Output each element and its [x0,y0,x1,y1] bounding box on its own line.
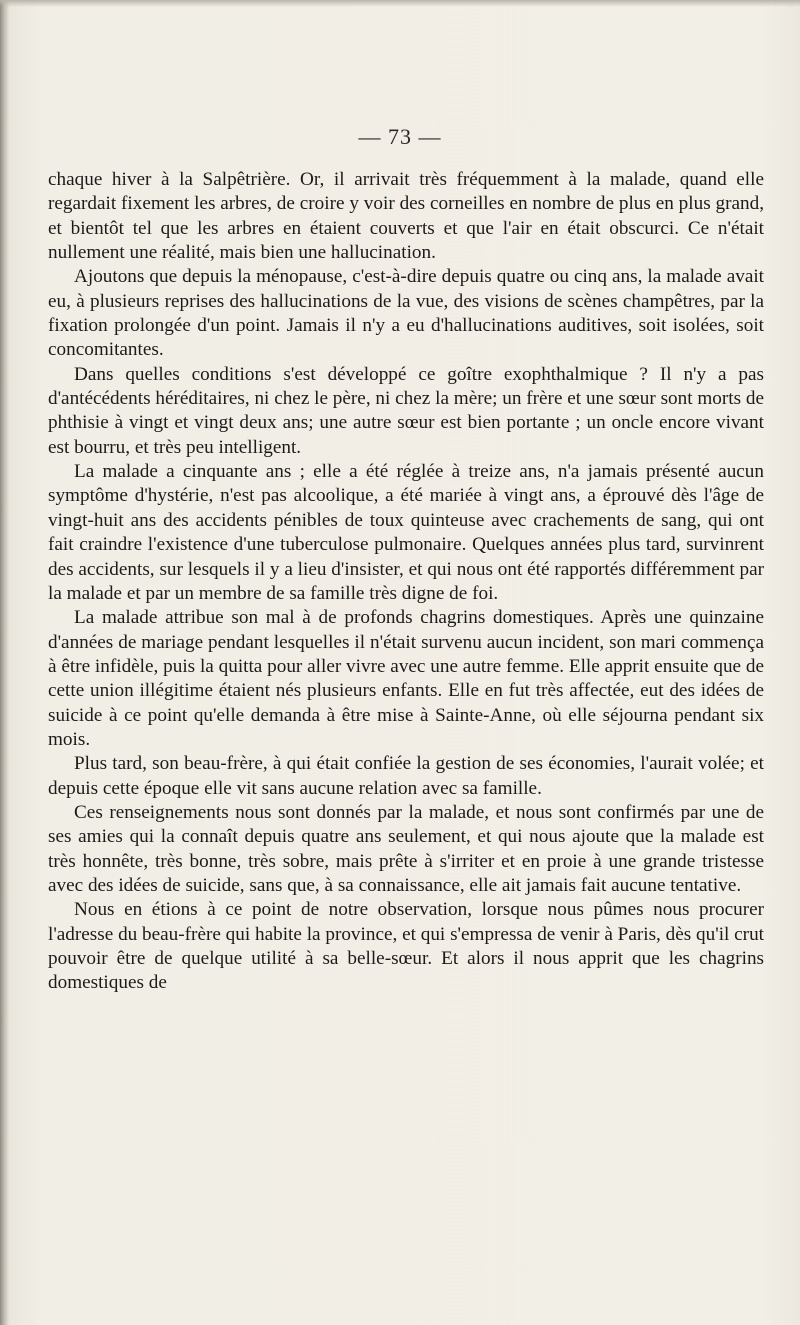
paragraph-6: Plus tard, son beau-frère, à qui était confiée la gestion de ses économies, l'aurait volée; et depuis cette époque elle vit sans aucune relation avec sa famille. [48,753,764,799]
paragraph-7: Ces renseignements nous sont donnés par la malade, et nous sont confirmés par une de ses amies qui la connaît depuis quatre ans seulement, et qui nous ajoute que la malade est très honnête, très bonne, très sobre, mais prête à s'irriter et en proie à une grande tristesse avec des idées de suicide, sans que, à sa connaissance, elle ait jamais fait aucune tentative. [48,801,764,896]
paragraph-8: Nous en étions à ce point de notre observation, lorsque nous pûmes nous procurer l'adresse du beau-frère qui habite la province, et qui s'empressa de venir à Paris, dès qu'il crut pouvoir être de quelque utilité à sa belle-sœur. Et alors il nous apprit que les chagrins domestiques de [48,899,764,994]
binding-edge [0,0,9,1325]
paragraph-5: La malade attribue son mal à de profonds chagrins domestiques. Après une quinzaine d'années de mariage pendant lesquelles il n'était survenu aucun incident, son mari commença à être infidèle, puis la quitta pour aller vivre avec une autre femme. Elle apprit ensuite que de cette union illégitime étaient nés plusieurs enfants. Elle en fut très affectée, eut des idées de suicide à ce point qu'elle demanda à être mise à Sainte-Anne, où elle séjourna pendant six mois. [48,607,764,750]
paragraph-4: La malade a cinquante ans ; elle a été réglée à treize ans, n'a jamais présenté aucun symptôme d'hystérie, n'est pas alcoolique, a été mariée à vingt ans, a éprouvé dès l'âge de vingt-huit ans des accidents pénibles de toux quinteuse avec crachements de sang, qui ont fait craindre l'existence d'une tuberculose pulmonaire. Quelques années plus tard, survinrent des accidents, sur lesquels il y a lieu d'insister, et qui nous ont été rapportés différemment par la malade et par un membre de sa famille très digne de foi. [48,461,764,604]
body-text [48,168,764,996]
paragraph-1: chaque hiver à la Salpêtrière. Or, il arrivait très fréquemment à la malade, quand elle regardait fixement les arbres, de croire y voir des corneilles en nombre de plus en plus grand, et bientôt tel que les arbres en étaient couverts et que l'air en était obscurci. Ce n'était nullement une réalité, mais bien une hallucination. [48,169,764,264]
page-number: — 73 — [358,124,442,149]
paragraph-2: Ajoutons que depuis la ménopause, c'est-à-dire depuis quatre ou cinq ans, la malade avait eu, à plusieurs reprises des hallucinations de la vue, des visions de scènes champêtres, par la fixation prolongée d'un point. Jamais il n'y a eu d'hallucinations auditives, soit isolées, soit concomitantes. [48,266,764,361]
paragraph-3: Dans quelles conditions s'est développé ce goître exophthalmique ? Il n'y a pas d'antécédents héréditaires, ni chez le père, ni chez la mère; un frère et une sœur sont morts de phthisie à vingt et vingt deux ans; une autre sœur est bien portante ; un oncle encore vivant est bourru, et très peu intelligent. [48,363,764,458]
top-edge [0,0,800,7]
